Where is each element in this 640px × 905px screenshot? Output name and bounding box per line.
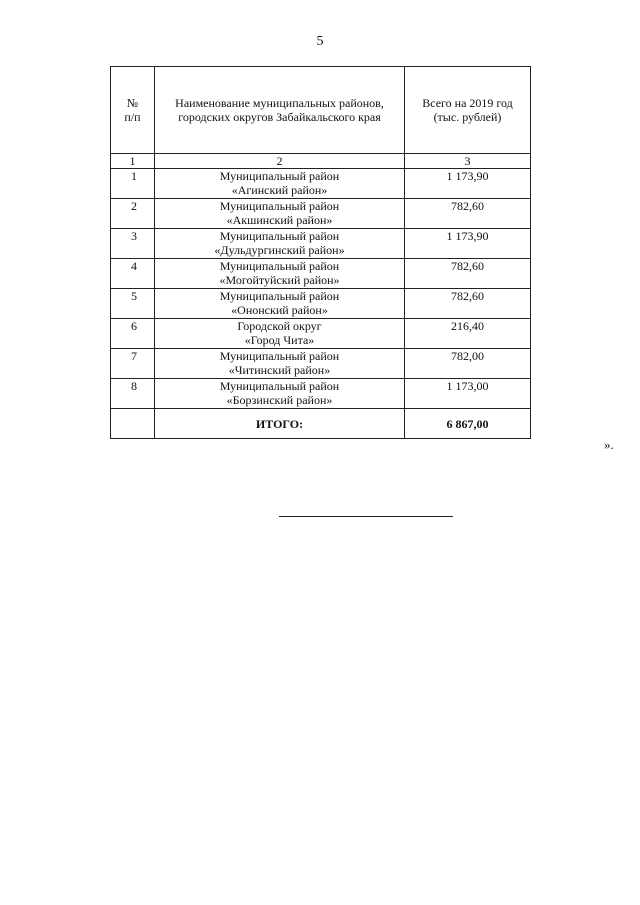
municipality-name [155,259,405,289]
separator-line [279,516,453,517]
municipality-name-line: «Дульдургинский район» [214,243,345,257]
total-row [111,409,531,439]
header-number: № п/п [111,67,155,154]
total-label: ИТОГО: [155,409,405,439]
row-number: 2 [111,199,155,229]
municipality-name-line: «Могойтуйский район» [219,273,340,287]
closing-quote-mark: ». [604,437,614,452]
municipality-name [155,379,405,409]
budget-table [110,66,531,439]
amount-value: 1 173,00 [405,379,531,409]
municipality-name [155,289,405,319]
municipality-name-line: «Акшинский район» [226,213,333,227]
municipality-name-line: Муниципальный район [219,379,340,393]
municipality-name-line: «Агинский район» [231,183,328,197]
municipality-name-line: Муниципальный район [219,289,340,303]
table-row [111,379,531,409]
municipality-name [155,319,405,349]
amount-value: 1 173,90 [405,229,531,259]
header-total: Всего на 2019 год (тыс. рублей) [405,67,531,154]
row-number: 3 [111,229,155,259]
column-index: 2 [155,154,405,169]
municipality-name [155,199,405,229]
municipality-name-line: Городской округ [237,319,322,333]
total-value: 6 867,00 [405,409,531,439]
page-number: 5 [316,34,324,49]
amount-value: 782,60 [405,199,531,229]
table-row [111,289,531,319]
amount-value: 782,60 [405,259,531,289]
row-number: 8 [111,379,155,409]
municipality-name-line: «Борзинский район» [226,393,333,407]
total-empty-cell [111,409,155,439]
municipality-name [155,169,405,199]
amount-value: 1 173,90 [405,169,531,199]
amount-value: 782,60 [405,289,531,319]
row-number: 7 [111,349,155,379]
table-header-row [111,67,531,154]
table-row [111,349,531,379]
amount-value: 782,00 [405,349,531,379]
column-index: 3 [405,154,531,169]
column-index: 1 [111,154,155,169]
table-row [111,229,531,259]
municipality-name-line: Муниципальный район [219,169,340,183]
header-name: Наименование муниципальных районов, городских округов Забайкальского края [155,67,405,154]
amount-value: 216,40 [405,319,531,349]
row-number: 6 [111,319,155,349]
table-row [111,259,531,289]
municipality-name-line: Муниципальный район [219,229,340,243]
municipality-name-line: Муниципальный район [219,259,340,273]
municipality-name-line: «Читинский район» [228,363,331,377]
row-number: 1 [111,169,155,199]
table-row [111,199,531,229]
municipality-name-line: «Ононский район» [231,303,328,317]
municipality-name-line: «Город Чита» [244,333,315,347]
row-number: 5 [111,289,155,319]
municipality-name-line: Муниципальный район [219,199,340,213]
municipality-name-line: Муниципальный район [219,349,340,363]
table-row [111,169,531,199]
municipality-name [155,349,405,379]
column-index-row [111,154,531,169]
row-number: 4 [111,259,155,289]
municipality-name [155,229,405,259]
table-row [111,319,531,349]
